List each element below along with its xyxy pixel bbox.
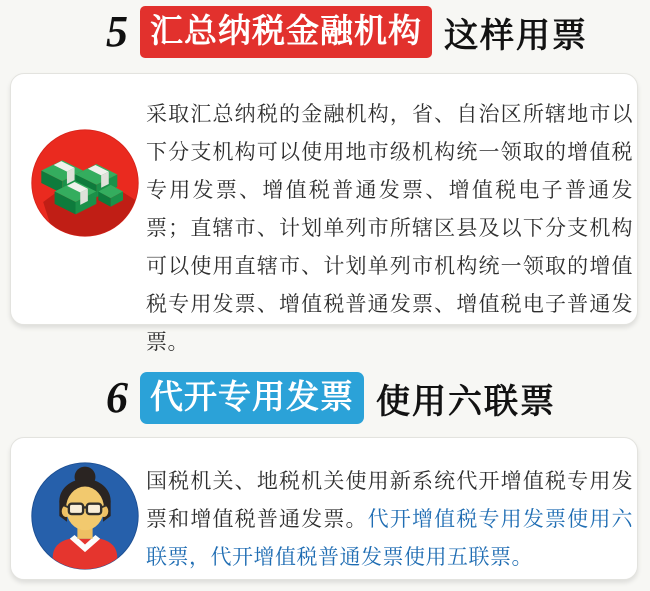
- money-stacks-icon: [28, 126, 142, 240]
- section-6-title: 使用六联票: [376, 381, 556, 422]
- section-6-paragraph: [146, 462, 633, 576]
- section-5-card: [10, 73, 638, 354]
- section-6-paragraph-blue: 代开增值税专用发票使用六联票，代开增值税普通发票使用五联票。: [146, 507, 634, 569]
- section-5-header: [22, 4, 650, 60]
- section-5-number: 5: [106, 7, 128, 56]
- section-6-number: 6: [106, 373, 128, 422]
- person-icon: [28, 459, 142, 573]
- section-5-title: 这样用票: [444, 15, 588, 56]
- section-6-header: [6, 370, 650, 426]
- section-6-paragraph-black: 国税机关、地税机关使用新系统代开增值税专用发票和增值税普通发票。: [146, 469, 633, 531]
- section-6-badge: 代开专用发票: [140, 372, 364, 423]
- section-5-paragraph: 采取汇总纳税的金融机构，省、自治区所辖地市以下分支机构可以使用地市级机构统一领取的增值税专用发票、增值税普通发票、增值税电子普通发票；直辖市、计划单列市所辖区县及以下分支机构可以使用直辖市、计划单列市机构统一领取的增值税专用发票、增值税普通发票、增值税电子普通发票。: [146, 102, 633, 354]
- section-6-card: [10, 437, 638, 580]
- section-5-badge: 汇总纳税金融机构: [140, 6, 432, 57]
